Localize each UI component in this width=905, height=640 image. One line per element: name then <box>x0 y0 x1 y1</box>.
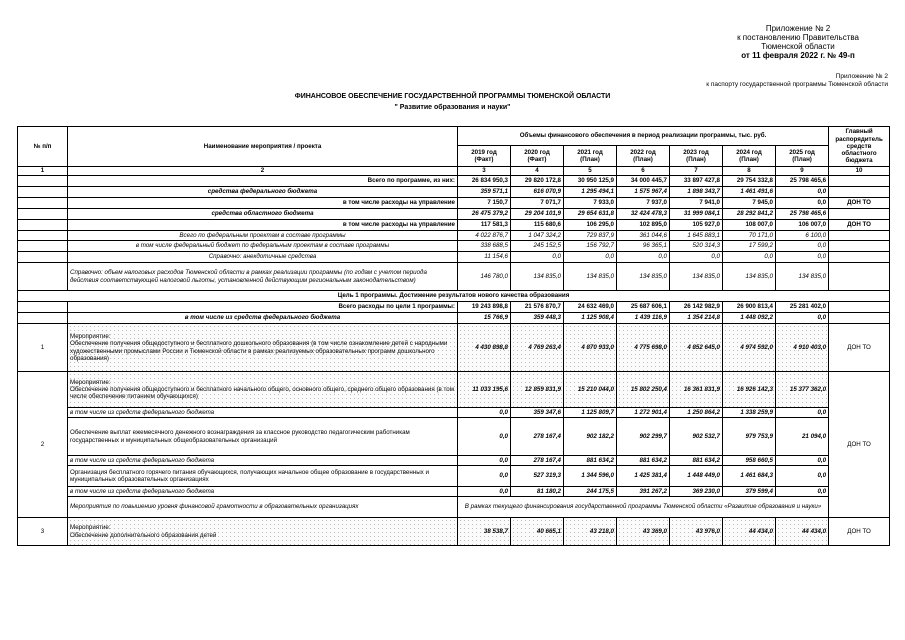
financing-table <box>17 126 890 546</box>
manager-cell: ДОН ТО <box>829 372 890 518</box>
region-label: Тюменской области <box>761 42 835 51</box>
value-cell: 106 295,0 <box>564 220 617 231</box>
value-cell: 278 167,4 <box>511 456 564 466</box>
num-cell <box>18 302 68 313</box>
row-label: Всего по федеральным проектам в составе программы <box>68 231 458 241</box>
event3-row <box>18 518 890 546</box>
value-cell: 29 204 101,9 <box>511 209 564 220</box>
value-cell: 391 267,2 <box>617 487 670 497</box>
value-cell: 156 792,7 <box>564 241 617 252</box>
num-cell <box>18 209 68 220</box>
value-cell: 4 910 403,0 <box>776 324 829 372</box>
value-cell: 7 071,7 <box>511 198 564 209</box>
value-cell: 361 044,6 <box>617 231 670 241</box>
event-text: Обеспечение получения общедоступного и бесплатного дошкольного образования (в том числе ознакомление детей с народными художественными промыслами России и Тюменской области в рамках реализуемых образовательных программ дошкольного образования) <box>70 340 448 362</box>
value-cell: 616 070,9 <box>511 187 564 198</box>
value-cell: 30 950 125,9 <box>564 176 617 187</box>
value-cell: 1 338 259,9 <box>723 408 776 418</box>
federal-projects-row <box>18 231 890 241</box>
value-cell: 115 680,6 <box>511 220 564 231</box>
value-cell: 881 634,2 <box>564 456 617 466</box>
appendix-label: Приложение № 2 <box>765 24 831 33</box>
value-cell: 15 210 044,0 <box>564 372 617 408</box>
value-cell: 11 154,6 <box>458 252 511 263</box>
value-cell: 26 900 813,4 <box>723 302 776 313</box>
value-cell: 0,0 <box>458 456 511 466</box>
value-cell: 7 945,0 <box>723 198 776 209</box>
value-cell: 0,0 <box>776 313 829 324</box>
manager-cell <box>829 241 890 252</box>
num-cell <box>18 220 68 231</box>
event-title: Мероприятие: <box>70 333 111 341</box>
goal1-federal-row <box>18 313 890 324</box>
num-cell <box>18 176 68 187</box>
value-cell: 0,0 <box>458 408 511 418</box>
value-cell: 527 319,3 <box>511 466 564 487</box>
value-cell: 16 361 831,9 <box>670 372 723 408</box>
goal1-heading-row <box>18 291 890 302</box>
value-cell: 1 575 967,4 <box>617 187 670 198</box>
passport-label: к паспорту государственной программы Тюменской области <box>706 80 888 88</box>
value-cell: 902 532,7 <box>670 418 723 456</box>
value-cell: 0,0 <box>776 252 829 263</box>
year-header: 2021 год (План) <box>564 146 617 167</box>
event-description <box>68 518 458 546</box>
document-title: ФИНАНСОВОЕ ОБЕСПЕЧЕНИЕ ГОСУДАРСТВЕННОЙ ПРОГРАММЫ ТЮМЕНСКОЙ ОБЛАСТИ <box>294 93 611 100</box>
event2-main-row <box>18 372 890 408</box>
value-cell: 1 272 901,4 <box>617 408 670 418</box>
row-label: в том числе расходы на управление <box>68 220 458 231</box>
value-cell: 338 688,5 <box>458 241 511 252</box>
value-cell: 43 218,0 <box>564 518 617 546</box>
value-cell: 134 835,0 <box>617 263 670 291</box>
event-title: Мероприятие: <box>70 378 111 386</box>
column-numbering-row <box>18 167 890 176</box>
value-cell: 134 835,0 <box>670 263 723 291</box>
value-cell: 24 632 469,0 <box>564 302 617 313</box>
manager-cell: ДОН ТО <box>829 198 890 209</box>
value-cell: 1 645 883,1 <box>670 231 723 241</box>
value-cell: 1 047 324,2 <box>511 231 564 241</box>
event-text: Обеспечение дополнительного образования детей <box>70 531 217 539</box>
value-cell: 17 599,2 <box>723 241 776 252</box>
goal1-total-row <box>18 302 890 313</box>
value-cell: 0,0 <box>511 252 564 263</box>
event2-c-federal-row <box>18 487 890 497</box>
value-cell: 16 926 142,3 <box>723 372 776 408</box>
value-cell: 70 171,0 <box>723 231 776 241</box>
value-cell: 1 354 214,8 <box>670 313 723 324</box>
column-number: 3 <box>458 167 511 176</box>
value-cell: 134 835,0 <box>776 263 829 291</box>
year-header: 2024 год (План) <box>723 146 776 167</box>
value-cell: 29 754 332,8 <box>723 176 776 187</box>
manager-cell <box>829 187 890 198</box>
event-number: 3 <box>18 518 68 546</box>
row-label: средства областного бюджета <box>68 209 458 220</box>
value-cell: 28 292 841,2 <box>723 209 776 220</box>
value-cell: 38 538,7 <box>458 518 511 546</box>
manager-cell <box>829 231 890 241</box>
value-cell: 26 834 950,3 <box>458 176 511 187</box>
value-cell: 7 933,0 <box>564 198 617 209</box>
value-cell: 26 475 379,2 <box>458 209 511 220</box>
year-header: 2019 год (Факт) <box>458 146 511 167</box>
resolution-date: от 11 февраля 2022 г. № 49-п <box>741 51 855 60</box>
value-cell: 96 365,1 <box>617 241 670 252</box>
value-cell: 0,0 <box>776 487 829 497</box>
appendix2-label: Приложение № 2 <box>835 73 888 80</box>
value-cell: 0,0 <box>670 252 723 263</box>
num-cell <box>18 263 68 291</box>
col-name-header: Наименование мероприятия / проекта <box>68 127 458 167</box>
value-cell: 1 448 092,2 <box>723 313 776 324</box>
value-cell: 902 182,2 <box>564 418 617 456</box>
value-cell: 4 870 933,0 <box>564 324 617 372</box>
event-description <box>68 372 458 408</box>
reference-funds-row <box>18 252 890 263</box>
manager-cell <box>829 302 890 313</box>
manager-cell: ДОН ТО <box>829 324 890 372</box>
value-cell: 25 687 606,1 <box>617 302 670 313</box>
value-cell: 25 798 465,6 <box>776 209 829 220</box>
column-number: 6 <box>617 167 670 176</box>
value-cell: 1 344 596,0 <box>564 466 617 487</box>
value-cell: 117 581,3 <box>458 220 511 231</box>
regional-funds-row <box>18 209 890 220</box>
value-cell: 881 634,2 <box>670 456 723 466</box>
value-cell: 359 571,1 <box>458 187 511 198</box>
manager-cell: ДОН ТО <box>829 518 890 546</box>
passport-header <box>706 73 888 88</box>
value-cell: 102 895,0 <box>617 220 670 231</box>
column-number: 2 <box>68 167 458 176</box>
event1-row <box>18 324 890 372</box>
event2-d-row <box>18 497 890 518</box>
resolution-label: к постановлению Правительства <box>737 33 859 42</box>
value-cell: 881 634,2 <box>617 456 670 466</box>
event-title: Мероприятие: <box>70 524 111 532</box>
value-cell: 34 000 445,7 <box>617 176 670 187</box>
value-cell: 245 152,5 <box>511 241 564 252</box>
year-header: 2022 год (План) <box>617 146 670 167</box>
value-cell: 4 974 592,0 <box>723 324 776 372</box>
value-cell: 12 859 831,9 <box>511 372 564 408</box>
tax-expenditure-row <box>18 263 890 291</box>
row-label: Всего расходы по цели 1 программы: <box>68 302 458 313</box>
num-cell <box>18 252 68 263</box>
num-cell <box>18 187 68 198</box>
value-cell: 33 897 427,8 <box>670 176 723 187</box>
value-cell: 15 377 362,0 <box>776 372 829 408</box>
value-cell: 26 142 982,9 <box>670 302 723 313</box>
event-description <box>68 324 458 372</box>
event-note: В рамках текущего финансирования государственной программы Тюменской области «Развитие образования и науки» <box>458 497 829 518</box>
value-cell: 4 775 698,0 <box>617 324 670 372</box>
value-cell: 4 430 898,8 <box>458 324 511 372</box>
event2-b-federal-row <box>18 456 890 466</box>
value-cell: 7 150,7 <box>458 198 511 209</box>
num-cell <box>18 313 68 324</box>
event-number: 1 <box>18 324 68 372</box>
value-cell: 25 798 465,6 <box>776 176 829 187</box>
value-cell: 1 125 908,4 <box>564 313 617 324</box>
value-cell: 0,0 <box>723 252 776 263</box>
value-cell: 7 941,0 <box>670 198 723 209</box>
value-cell: 106 007,0 <box>776 220 829 231</box>
row-label: Справочно: анекдотичные средства <box>68 252 458 263</box>
value-cell: 43 369,0 <box>617 518 670 546</box>
event-text: Обеспечение получения общедоступного и бесплатного начального общего, основного общего, среднего общего образования (в том числе обеспечение питанием обучающихся) <box>70 385 454 401</box>
value-cell: 25 281 402,0 <box>776 302 829 313</box>
event-text: Обеспечение выплат ежемесячного денежного вознаграждения за классное руководство педагогическим работникам государственных и муниципальных общеобразовательных организаций <box>68 418 458 456</box>
value-cell: 902 299,7 <box>617 418 670 456</box>
row-label: Справочно: объем налоговых расходов Тюменской области в рамках реализации программы (по годам с учетом периода действия соответствующей налоговой льготы, установленной действующим региональным законодательством) <box>68 263 458 291</box>
value-cell: 105 927,0 <box>670 220 723 231</box>
row-label: в том числе из средств федерального бюджета <box>68 408 458 418</box>
value-cell: 6 100,0 <box>776 231 829 241</box>
column-number: 7 <box>670 167 723 176</box>
value-cell: 1 425 381,4 <box>617 466 670 487</box>
value-cell: 0,0 <box>776 456 829 466</box>
value-cell: 0,0 <box>617 252 670 263</box>
value-cell: 1 448 449,0 <box>670 466 723 487</box>
federal-management-row <box>18 198 890 209</box>
value-cell: 359 347,6 <box>511 408 564 418</box>
goal1-title: Цель 1 программы. Достижение результатов нового качества образования <box>18 291 890 302</box>
value-cell: 29 820 172,8 <box>511 176 564 187</box>
value-cell: 379 599,4 <box>723 487 776 497</box>
value-cell: 244 175,5 <box>564 487 617 497</box>
event2-b-row <box>18 418 890 456</box>
value-cell: 0,0 <box>776 408 829 418</box>
year-header: 2020 год (Факт) <box>511 146 564 167</box>
value-cell: 729 837,9 <box>564 231 617 241</box>
value-cell: 520 314,3 <box>670 241 723 252</box>
column-number: 5 <box>564 167 617 176</box>
value-cell: 0,0 <box>458 418 511 456</box>
event2-c-row <box>18 466 890 487</box>
event-number: 2 <box>18 372 68 518</box>
event2-a-federal-row <box>18 408 890 418</box>
col-volumes-header: Объемы финансового обеспечения в период реализации программы, тыс. руб. <box>458 127 829 146</box>
row-label: средства федерального бюджета <box>68 187 458 198</box>
manager-cell <box>829 313 890 324</box>
value-cell: 4 852 645,0 <box>670 324 723 372</box>
column-number: 8 <box>723 167 776 176</box>
value-cell: 134 835,0 <box>511 263 564 291</box>
year-header: 2023 год (План) <box>670 146 723 167</box>
federal-funds-row <box>18 187 890 198</box>
year-header: 2025 год (План) <box>776 146 829 167</box>
value-cell: 7 937,0 <box>617 198 670 209</box>
value-cell: 369 230,0 <box>670 487 723 497</box>
value-cell: 359 448,3 <box>511 313 564 324</box>
manager-cell <box>829 252 890 263</box>
value-cell: 31 999 084,1 <box>670 209 723 220</box>
value-cell: 134 835,0 <box>564 263 617 291</box>
column-number: 1 <box>18 167 68 176</box>
event-text: Организация бесплатного горячего питания обучающихся, получающих начальное общее образование в государственных и муниципальных образовательных организациях <box>68 466 458 487</box>
appendix-header <box>737 24 859 60</box>
value-cell: 979 753,9 <box>723 418 776 456</box>
manager-cell <box>829 263 890 291</box>
value-cell: 0,0 <box>458 466 511 487</box>
value-cell: 81 180,2 <box>511 487 564 497</box>
value-cell: 1 898 343,7 <box>670 187 723 198</box>
column-number: 9 <box>776 167 829 176</box>
value-cell: 0,0 <box>564 252 617 263</box>
value-cell: 0,0 <box>776 241 829 252</box>
value-cell: 0,0 <box>776 198 829 209</box>
row-label: в том числе из средств федерального бюджета <box>68 487 458 497</box>
num-cell <box>18 231 68 241</box>
value-cell: 4 022 876,7 <box>458 231 511 241</box>
value-cell: 44 434,0 <box>723 518 776 546</box>
value-cell: 278 167,4 <box>511 418 564 456</box>
value-cell: 4 769 263,4 <box>511 324 564 372</box>
document-subtitle: " Развитие образования и науки" <box>394 104 511 111</box>
value-cell: 32 424 478,3 <box>617 209 670 220</box>
row-label: в том числе из средств федерального бюджета <box>68 456 458 466</box>
row-label: в том числе из средств федерального бюджета <box>68 313 458 324</box>
value-cell: 15 766,9 <box>458 313 511 324</box>
value-cell: 11 033 195,6 <box>458 372 511 408</box>
num-cell <box>18 241 68 252</box>
col-num-header: № п/п <box>18 127 68 167</box>
row-label: в том числе федеральный бюджет по федеральным проектам в составе программы <box>68 241 458 252</box>
value-cell: 21 576 870,7 <box>511 302 564 313</box>
value-cell: 43 976,0 <box>670 518 723 546</box>
value-cell: 29 654 631,8 <box>564 209 617 220</box>
table-header-row <box>18 127 890 146</box>
column-number: 10 <box>829 167 890 176</box>
value-cell: 1 461 684,3 <box>723 466 776 487</box>
value-cell: 0,0 <box>776 466 829 487</box>
value-cell: 134 835,0 <box>723 263 776 291</box>
value-cell: 1 295 494,1 <box>564 187 617 198</box>
regional-management-row <box>18 220 890 231</box>
value-cell: 15 802 250,4 <box>617 372 670 408</box>
value-cell: 958 660,5 <box>723 456 776 466</box>
manager-cell: ДОН ТО <box>829 220 890 231</box>
value-cell: 44 434,0 <box>776 518 829 546</box>
value-cell: 0,0 <box>458 487 511 497</box>
event-text: Мероприятия по повышению уровня финансовой грамотности в образовательных организациях <box>68 497 458 518</box>
value-cell: 1 125 809,7 <box>564 408 617 418</box>
manager-cell <box>829 209 890 220</box>
value-cell: 108 007,0 <box>723 220 776 231</box>
num-cell <box>18 198 68 209</box>
manager-cell <box>829 176 890 187</box>
program-total-row <box>18 176 890 187</box>
value-cell: 40 665,1 <box>511 518 564 546</box>
row-label: Всего по программе, из них: <box>68 176 458 187</box>
row-label: в том числе расходы на управление <box>68 198 458 209</box>
col-manager-header: Главный распорядитель средств областного бюджета <box>829 127 890 167</box>
value-cell: 1 461 491,6 <box>723 187 776 198</box>
column-number: 4 <box>511 167 564 176</box>
value-cell: 146 780,0 <box>458 263 511 291</box>
value-cell: 21 094,0 <box>776 418 829 456</box>
value-cell: 19 243 898,8 <box>458 302 511 313</box>
value-cell: 1 439 116,9 <box>617 313 670 324</box>
value-cell: 1 250 864,2 <box>670 408 723 418</box>
federal-projects-fb-row <box>18 241 890 252</box>
value-cell: 0,0 <box>776 187 829 198</box>
